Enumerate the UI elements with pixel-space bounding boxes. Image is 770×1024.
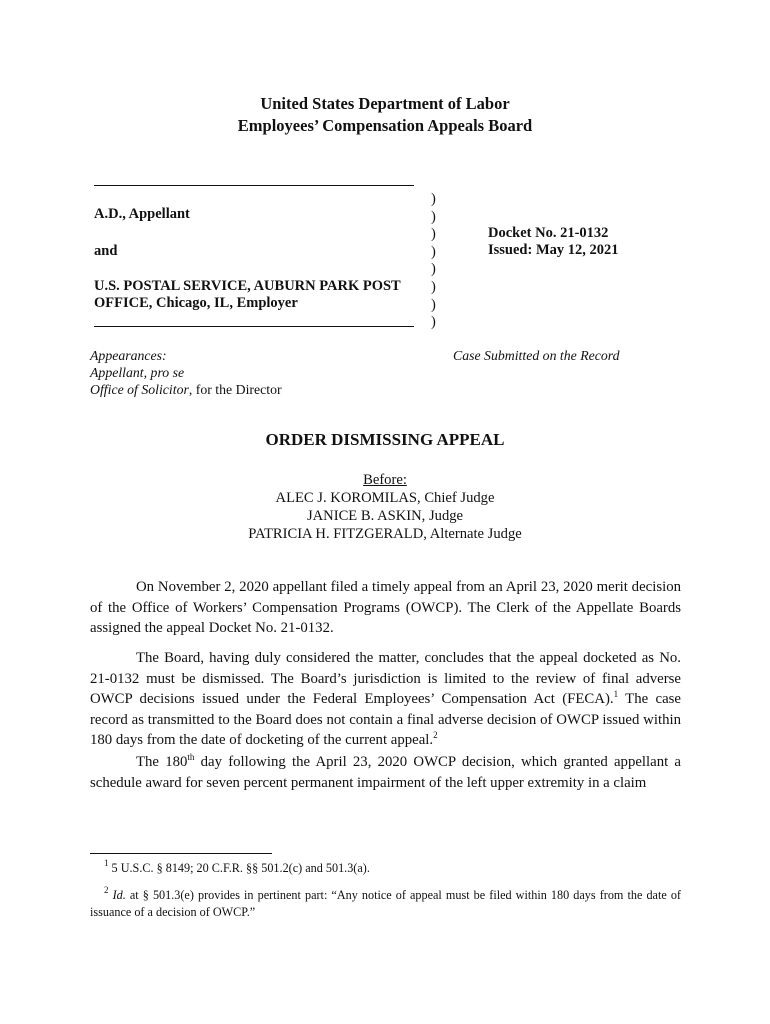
paragraph-2-part-b: The case record as transmitted to the Board does not contain a final adverse decision of OWCP issued within 180 days from the date of docketing of the current appeal. xyxy=(90,691,681,748)
caption-parentheses xyxy=(431,191,441,332)
solicitor-office: Office of Solicitor xyxy=(90,382,189,397)
paragraph-2 xyxy=(90,648,681,751)
appellant-name: A.D., Appellant xyxy=(94,206,190,222)
judge-askin: JANICE B. ASKIN, Judge xyxy=(306,508,464,524)
caption-and: and xyxy=(94,243,118,259)
agency-title: United States Department of Labor xyxy=(260,94,510,113)
solicitor-role: , for the Director xyxy=(188,382,282,397)
before-label xyxy=(0,472,770,489)
paragraph-3-part-b: day following the April 23, 2020 OWCP decision, which granted appellant a schedule award for seven percent permanent impairment of the left upper extremity in a claim xyxy=(90,754,682,791)
paragraph-1 xyxy=(90,577,681,639)
appearances-heading: Appearances: xyxy=(90,348,167,363)
before-text: Before: xyxy=(363,472,407,488)
judge-alternate: PATRICIA H. FITZGERALD, Alternate Judge xyxy=(248,526,522,542)
docket-number: Docket No. 21-0132 xyxy=(488,225,609,241)
paren: ) xyxy=(431,243,436,260)
caption-top-rule xyxy=(94,185,414,186)
footnote-2-marker: 2 xyxy=(104,885,109,895)
paragraph-2-part-a: The Board, having duly considered the matter, concludes that the appeal docketed as No. 21-0132 must be dismissed. The Board’s jurisdiction is limited to the review of final adverse OWCP decisions issued under the Federal Employees’ Compensation Act (FECA). xyxy=(90,650,681,707)
caption-bottom-rule xyxy=(94,326,414,327)
judge-chief: ALEC J. KOROMILAS, Chief Judge xyxy=(275,490,495,506)
footnote-2-text: at § 501.3(e) provides in pertinent part: “Any notice of appeal must be filed within 180 days from the date of issuance of a decision of OWCP.” xyxy=(90,888,681,919)
paragraph-3-text xyxy=(90,752,681,793)
employer-line-1: U.S. POSTAL SERVICE, AUBURN PARK POST xyxy=(94,278,401,294)
footnote-2-id: Id. xyxy=(112,888,126,902)
solicitor-line xyxy=(90,382,282,398)
ordinal-suffix: th xyxy=(187,752,195,762)
appellant-pro-se: Appellant, pro se xyxy=(90,365,185,380)
footnote-1-marker: 1 xyxy=(104,858,109,868)
paren: ) xyxy=(431,278,436,295)
paren: ) xyxy=(431,296,436,313)
footnote-ref-1[interactable]: 1 xyxy=(613,689,619,699)
paren: ) xyxy=(431,226,436,243)
footnote-1-text: 5 U.S.C. § 8149; 20 C.F.R. §§ 501.2(c) and 501.3(a). xyxy=(108,861,370,875)
employer-line-2: OFFICE, Chicago, IL, Employer xyxy=(94,295,298,311)
order-title: ORDER DISMISSING APPEAL xyxy=(265,430,505,449)
paragraph-3 xyxy=(90,752,681,793)
paragraph-3-part-a: The 180 xyxy=(136,754,188,770)
paren: ) xyxy=(431,191,436,207)
paren: ) xyxy=(431,261,436,278)
footnote-2 xyxy=(90,887,681,921)
issued-date: Issued: May 12, 2021 xyxy=(488,242,619,258)
paragraph-1-text: On November 2, 2020 appellant filed a timely appeal from an April 23, 2020 merit decision of the Office of Workers’ Compensation Programs (OWCP). The Clerk of the Appellate Boards assigned the appeal Docket No. 21-0132. xyxy=(90,579,681,636)
footnote-ref-2[interactable]: 2 xyxy=(433,730,438,740)
footnote-1 xyxy=(90,860,681,877)
case-submitted-note: Case Submitted on the Record xyxy=(453,348,620,363)
paragraph-2-text xyxy=(90,648,681,751)
paren: ) xyxy=(431,208,436,225)
footnote-separator xyxy=(90,853,272,854)
paren: ) xyxy=(431,314,436,331)
board-title: Employees’ Compensation Appeals Board xyxy=(237,116,533,135)
